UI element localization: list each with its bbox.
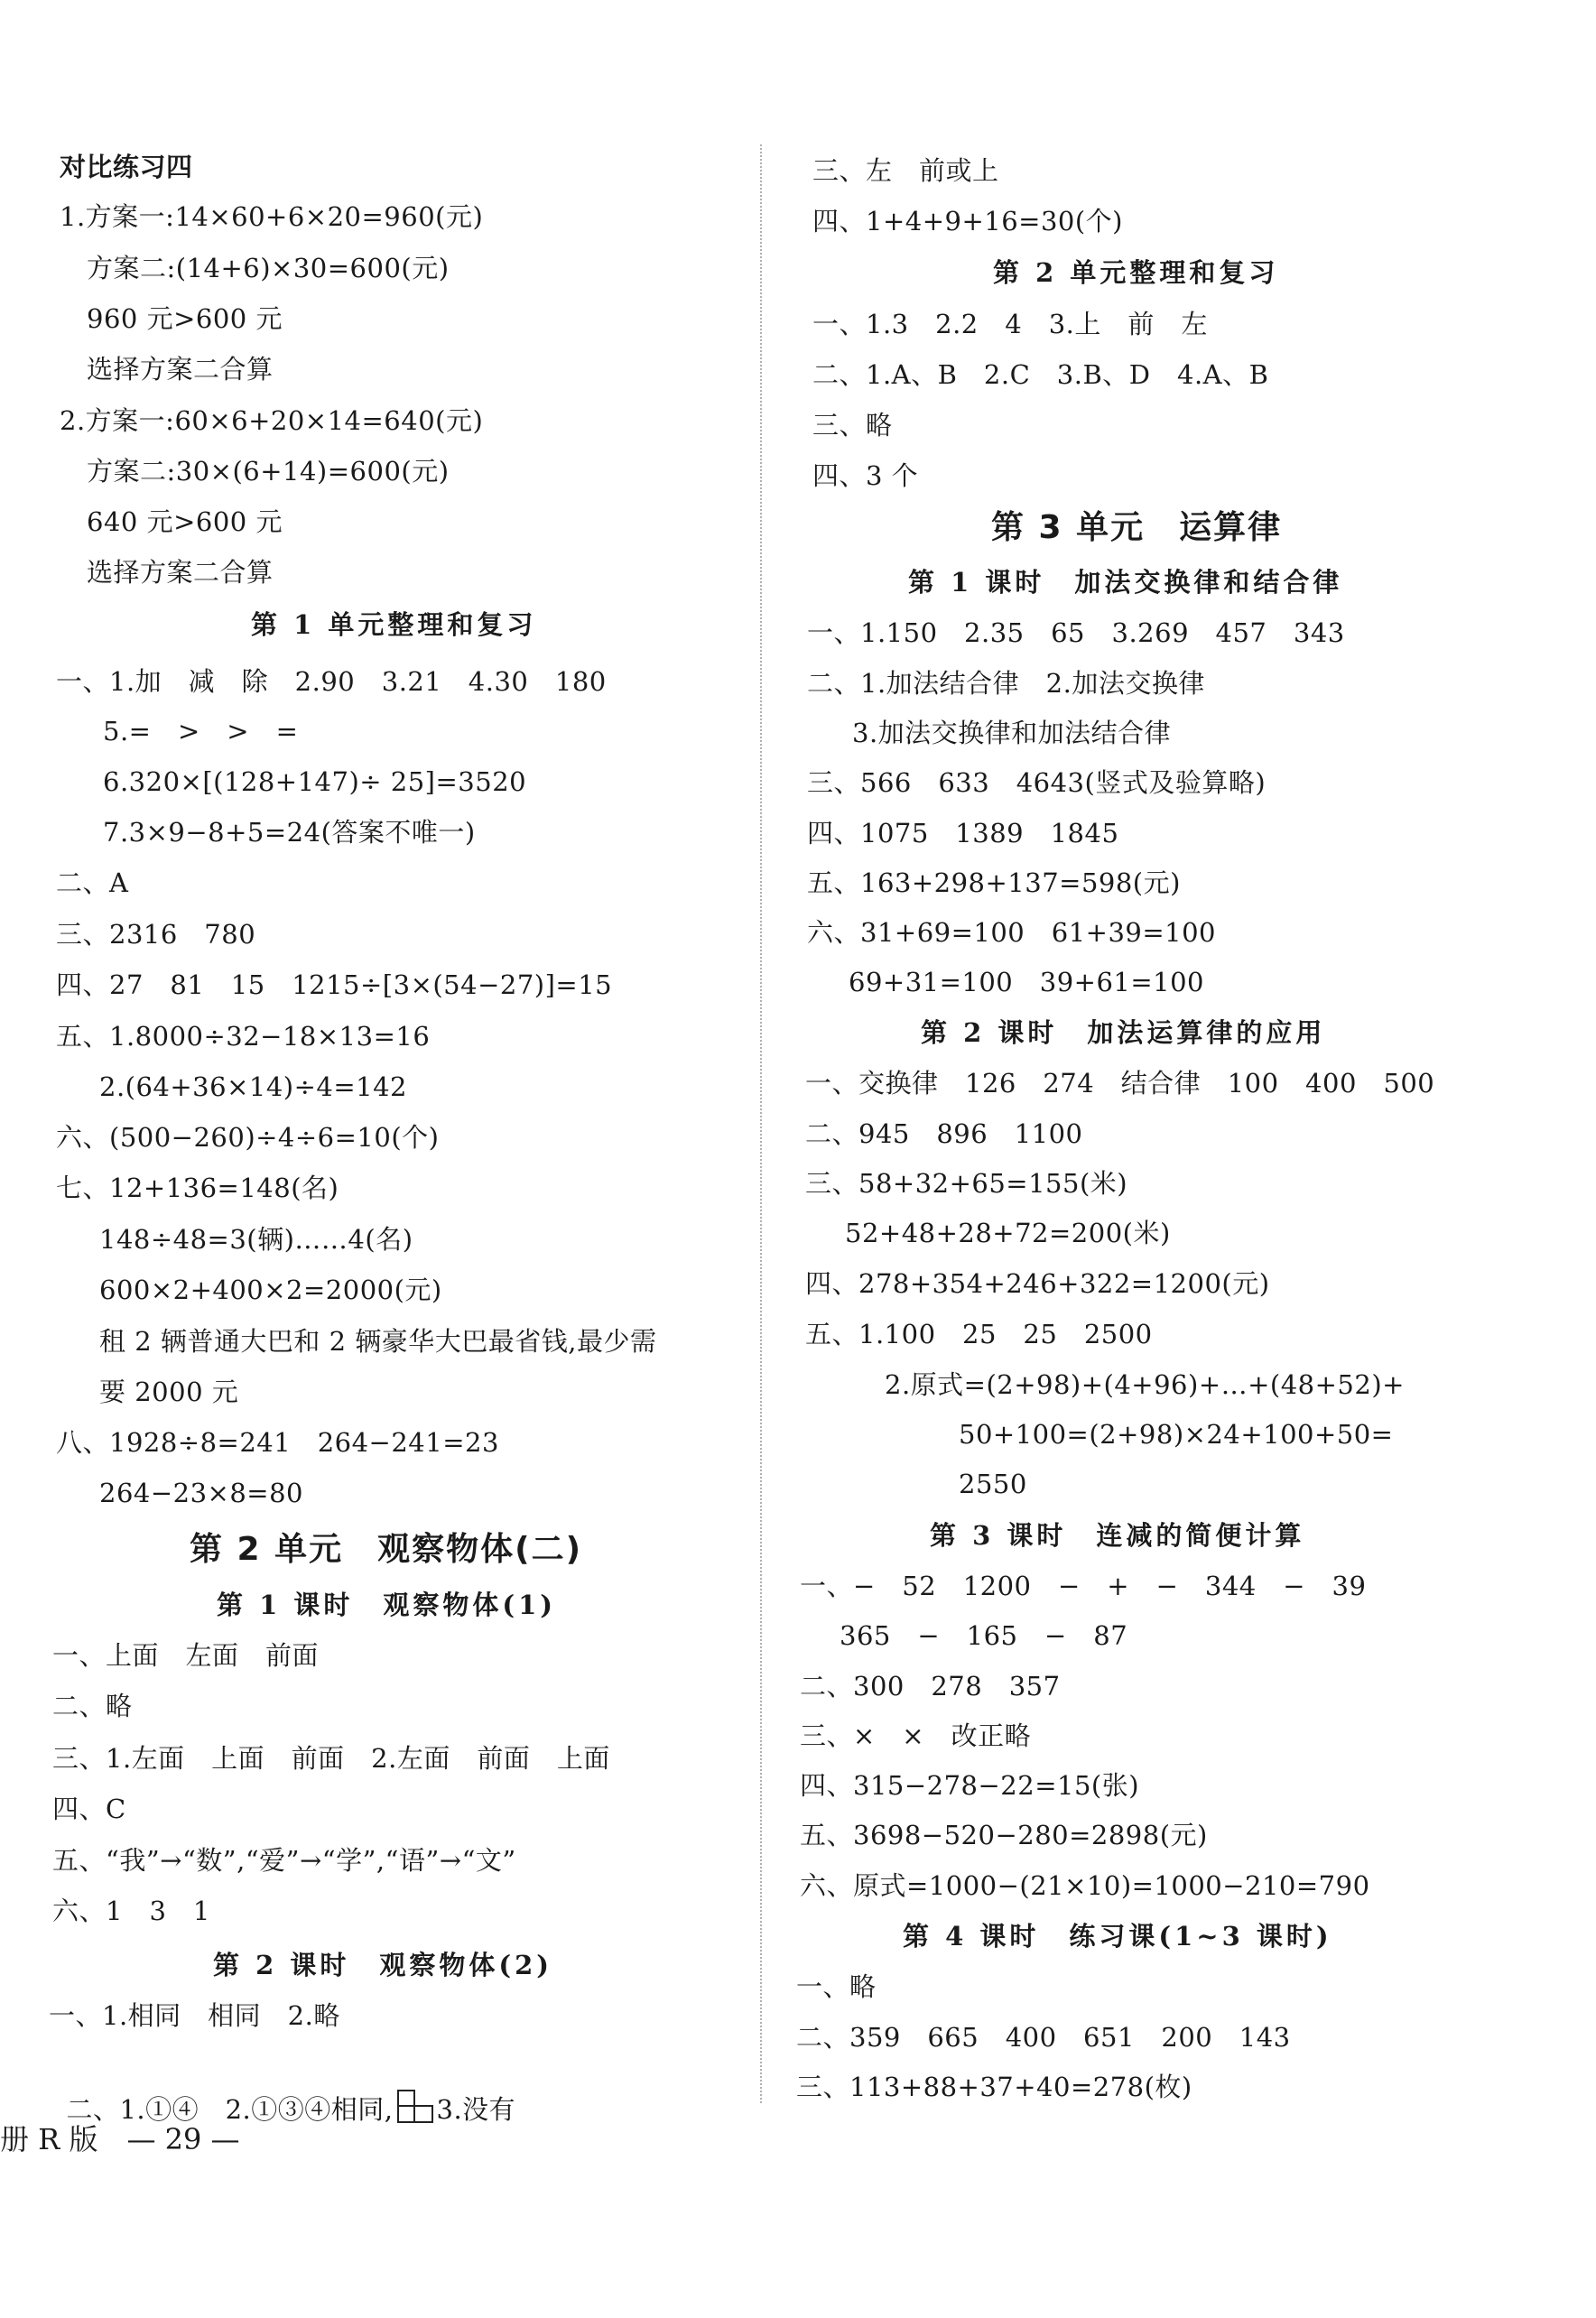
answer-line: 二、1.A、B 2.C 3.B、D 4.A、B xyxy=(812,359,1269,390)
answer-line: 二、1.加法结合律 2.加法交换律 xyxy=(807,668,1205,699)
unit-heading: 第 3 单元 运算律 xyxy=(991,509,1283,546)
answer-line: 640 元>600 元 xyxy=(87,506,283,537)
page-footer: 册 R 版 — 29 — xyxy=(0,2122,240,2156)
answer-line: 365 − 165 − 87 xyxy=(840,1620,1128,1651)
answer-line: 2.方案一:60×6+20×14=640(元) xyxy=(60,405,484,436)
answer-line: 5.= > > = xyxy=(103,716,299,746)
answer-line-with-figure xyxy=(49,2054,515,2128)
answer-line: 二、略 xyxy=(52,1691,133,1721)
answer-line: 2.(64+36×14)÷4=142 xyxy=(99,1071,407,1102)
answer-line: 选择方案二合算 xyxy=(87,557,274,588)
answer-line: 二、359 665 400 651 200 143 xyxy=(796,2022,1291,2053)
answer-line: 选择方案二合算 xyxy=(87,354,274,385)
section-heading: 第 4 课时 练习课(1~3 课时) xyxy=(903,1921,1332,1952)
answer-line: 一、1.150 2.35 65 3.269 457 343 xyxy=(807,617,1345,648)
answer-line: 二、945 896 1100 xyxy=(805,1118,1083,1149)
answer-line: 50+100=(2+98)×24+100+50= xyxy=(959,1419,1394,1450)
section-heading: 第 2 课时 加法运算律的应用 xyxy=(921,1017,1326,1048)
answer-line: 52+48+28+72=200(米) xyxy=(845,1218,1171,1248)
answer-line: 6.320×[(128+147)÷ 25]=3520 xyxy=(103,766,527,797)
unit-heading: 第 2 单元 观察物体(二) xyxy=(190,1531,583,1568)
answer-line: 148÷48=3(辆)……4(名) xyxy=(99,1224,413,1255)
answer-line: 三、× × 改正略 xyxy=(800,1720,1032,1751)
section-heading: 对比练习四 xyxy=(60,152,193,182)
answer-line: 一、− 52 1200 − + − 344 − 39 xyxy=(800,1571,1367,1601)
section-heading: 第 1 课时 观察物体(1) xyxy=(217,1590,556,1620)
answer-line: 一、1.3 2.2 4 3.上 前 左 xyxy=(812,309,1208,339)
answer-line: 7.3×9−8+5=24(答案不唯一) xyxy=(103,817,476,848)
answer-line: 1.方案一:14×60+6×20=960(元) xyxy=(60,201,484,232)
answer-line: 2.原式=(2+98)+(4+96)+…+(48+52)+ xyxy=(885,1369,1405,1400)
answer-line: 方案二:30×(6+14)=600(元) xyxy=(87,456,450,487)
answer-line: 三、1.左面 上面 前面 2.左面 前面 上面 xyxy=(52,1743,610,1774)
answer-line: 三、113+88+37+40=278(枚) xyxy=(796,2072,1192,2102)
answer-line: 五、163+298+137=598(元) xyxy=(807,867,1181,898)
answer-line: 一、交换律 126 274 结合律 100 400 500 xyxy=(805,1068,1435,1099)
answer-line: 三、略 xyxy=(812,410,893,440)
answer-line: 要 2000 元 xyxy=(99,1377,239,1407)
answer-line: 五、1.100 25 25 2500 xyxy=(805,1319,1153,1349)
answer-line: 一、上面 左面 前面 xyxy=(52,1640,320,1671)
answer-line: 六、31+69=100 61+39=100 xyxy=(807,917,1217,948)
answer-line: 2550 xyxy=(959,1469,1027,1499)
section-heading: 第 2 课时 观察物体(2) xyxy=(213,1950,552,1980)
answer-line: 五、1.8000÷32−18×13=16 xyxy=(56,1021,431,1052)
answer-line: 四、C xyxy=(52,1794,126,1824)
answer-line: 租 2 辆普通大巴和 2 辆豪华大巴最省钱,最少需 xyxy=(99,1326,657,1357)
answer-line: 六、(500−260)÷4÷6=10(个) xyxy=(56,1122,440,1153)
answer-line: 八、1928÷8=241 264−241=23 xyxy=(56,1427,499,1458)
block-view-figure-icon xyxy=(395,2090,435,2124)
answer-text: 二、1.①④ 2.①③④相同, xyxy=(66,2094,394,2125)
column-divider xyxy=(760,144,762,2103)
answer-text: 3.没有 xyxy=(436,2094,516,2125)
answer-line: 960 元>600 元 xyxy=(87,303,283,334)
answer-line: 一、1.加 减 除 2.90 3.21 4.30 180 xyxy=(56,666,607,697)
answer-line: 六、原式=1000−(21×10)=1000−210=790 xyxy=(800,1870,1370,1901)
answer-line: 五、“我”→“数”,“爱”→“学”,“语”→“文” xyxy=(52,1845,516,1876)
answer-line: 一、1.相同 相同 2.略 xyxy=(49,2000,340,2031)
answer-line: 四、278+354+246+322=1200(元) xyxy=(805,1268,1270,1299)
section-heading: 第 1 单元整理和复习 xyxy=(251,609,537,640)
answer-line: 五、3698−520−280=2898(元) xyxy=(800,1820,1208,1850)
section-heading: 第 2 单元整理和复习 xyxy=(993,257,1279,288)
answer-line: 四、27 81 15 1215÷[3×(54−27)]=15 xyxy=(56,969,613,1000)
answer-line: 二、A xyxy=(56,867,129,898)
answer-line: 四、315−278−22=15(张) xyxy=(800,1770,1140,1801)
answer-line: 69+31=100 39+61=100 xyxy=(849,967,1205,997)
answer-line: 四、1075 1389 1845 xyxy=(807,818,1119,848)
answer-line: 3.加法交换律和加法结合律 xyxy=(852,718,1172,748)
answer-line: 264−23×8=80 xyxy=(99,1478,304,1508)
answer-line: 四、1+4+9+16=30(个) xyxy=(812,206,1123,236)
section-heading: 第 3 课时 连减的简便计算 xyxy=(930,1520,1305,1551)
answer-line: 四、3 个 xyxy=(812,460,919,491)
answer-line: 二、300 278 357 xyxy=(800,1671,1061,1701)
answer-line: 方案二:(14+6)×30=600(元) xyxy=(87,253,450,283)
answer-line: 七、12+136=148(名) xyxy=(56,1173,339,1203)
answer-line: 六、1 3 1 xyxy=(52,1896,210,1926)
answer-line: 三、左 前或上 xyxy=(812,155,999,186)
answer-line: 600×2+400×2=2000(元) xyxy=(99,1275,442,1305)
answer-line: 三、2316 780 xyxy=(56,919,256,950)
answer-line: 一、略 xyxy=(796,1971,877,2002)
answer-line: 三、58+32+65=155(米) xyxy=(805,1168,1128,1199)
section-heading: 第 1 课时 加法交换律和结合律 xyxy=(908,567,1343,598)
answer-line: 三、566 633 4643(竖式及验算略) xyxy=(807,767,1267,798)
